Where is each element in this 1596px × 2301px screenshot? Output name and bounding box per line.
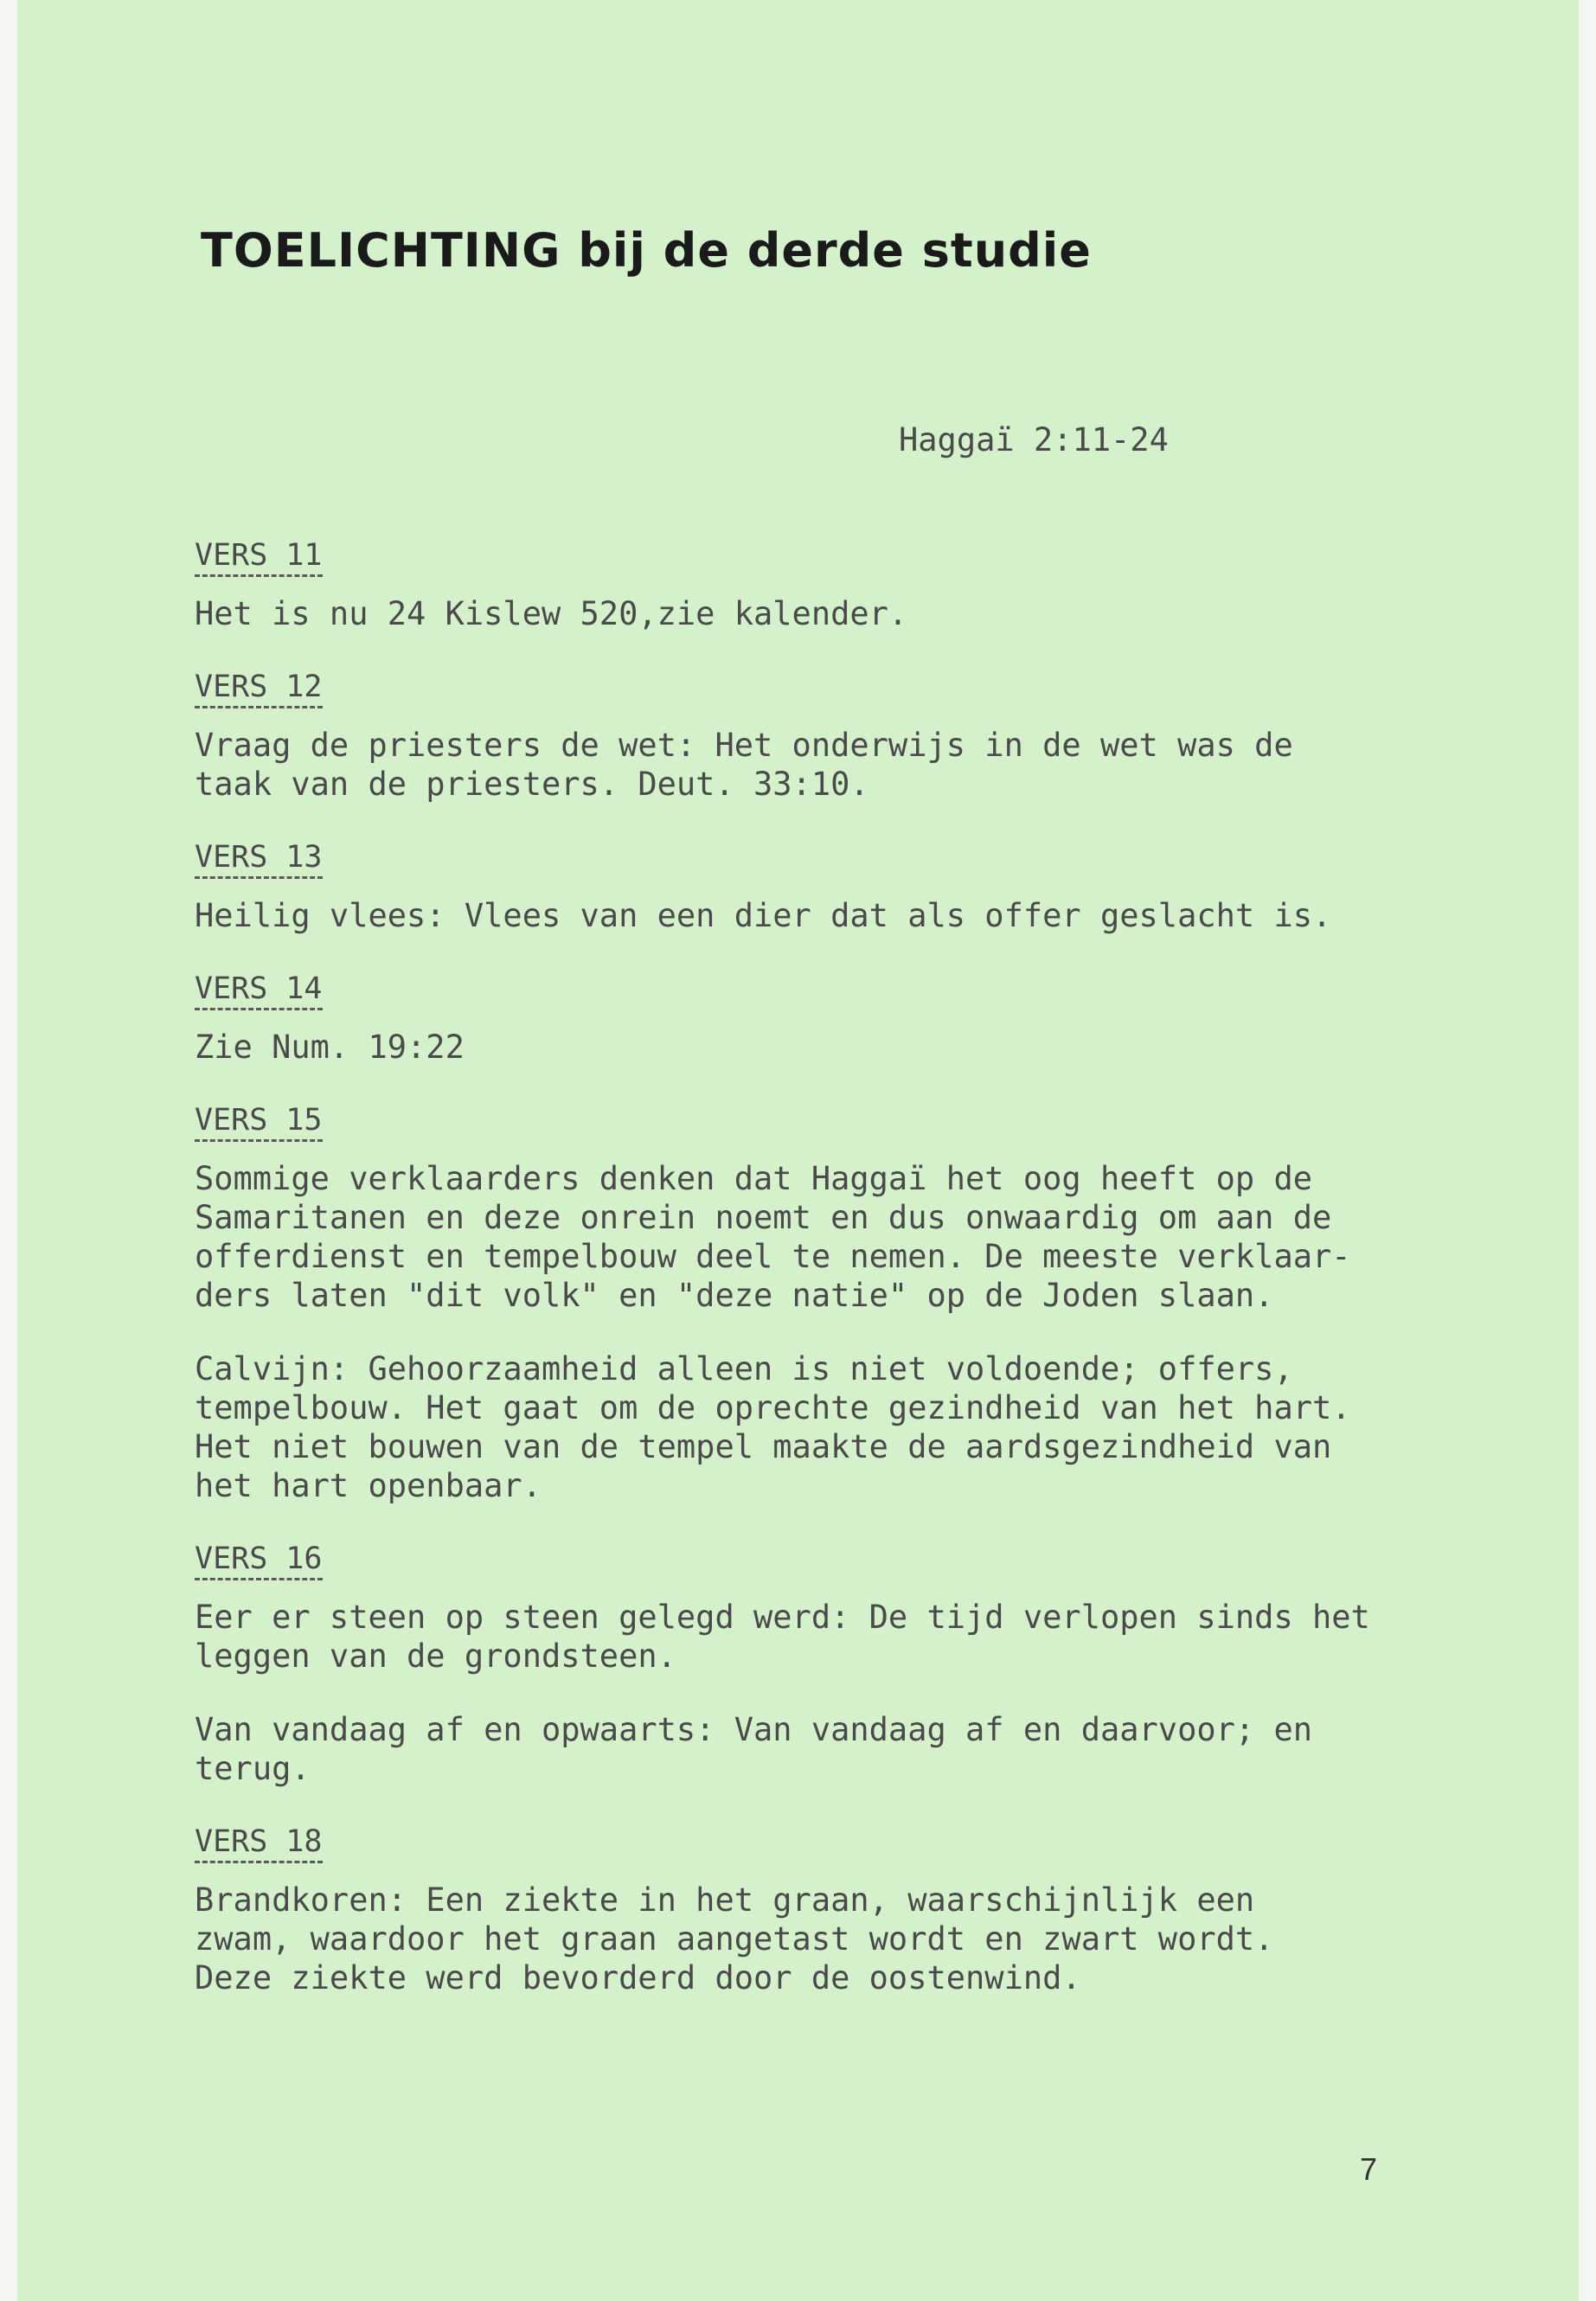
verse-paragraph: Brandkoren: Een ziekte in het graan, waarschijnlijk een zwam, waardoor het graan aangetast wordt en zwart wordt. Deze ziekte werd bevorderd door de oostenwind.	[195, 1881, 1274, 1997]
page-number: 7	[1360, 2151, 1378, 2187]
verse-section	[195, 838, 1509, 935]
verse-heading: VERS 16	[195, 1540, 323, 1580]
verse-paragraph: Zie Num. 19:22	[195, 1029, 465, 1066]
page-title: TOELICHTING bij de derde studie	[201, 223, 1092, 278]
page	[17, 0, 1579, 2301]
verse-heading: VERS 18	[195, 1823, 323, 1863]
verse-paragraph: Vraag de priesters de wet: Het onderwijs in de wet was de taak van de priesters. Deut. 33:10.	[195, 727, 1293, 803]
commentary-content	[195, 536, 1509, 2032]
verse-section	[195, 970, 1509, 1067]
bible-reference: Haggaï 2:11-24	[899, 421, 1169, 458]
verse-section	[195, 1823, 1509, 1997]
verse-heading: VERS 14	[195, 970, 323, 1010]
verse-section	[195, 536, 1509, 633]
verse-paragraph: Van vandaag af en opwaarts: Van vandaag af en daarvoor; en terug.	[195, 1711, 1313, 1787]
verse-paragraph: Heilig vlees: Vlees van een dier dat als offer geslacht is.	[195, 897, 1332, 934]
verse-paragraph: Het is nu 24 Kislew 520,zie kalender.	[195, 595, 908, 632]
verse-section	[195, 1101, 1509, 1505]
verse-heading: VERS 12	[195, 668, 323, 708]
verse-section	[195, 668, 1509, 804]
verse-paragraph: Eer er steen op steen gelegd werd: De tijd verlopen sinds het leggen van de grondsteen.	[195, 1599, 1370, 1675]
verse-heading: VERS 11	[195, 536, 323, 577]
verse-heading: VERS 15	[195, 1101, 323, 1142]
verse-paragraph: Sommige verklaarders denken dat Haggaï het oog heeft op de Samaritanen en deze onrein noemt en dus onwaardig om aan de offerdienst en tempelbouw deel te nemen. De meeste verklaar- ders laten "dit volk" en "deze natie" op de Joden slaan.	[195, 1160, 1351, 1314]
verse-paragraph: Calvijn: Gehoorzaamheid alleen is niet voldoende; offers, tempelbouw. Het gaat om de oprechte gezindheid van het hart. Het niet bouwen van de tempel maakte de aardsgezindheid van het hart openbaar.	[195, 1350, 1351, 1504]
verse-section	[195, 1540, 1509, 1788]
verse-heading: VERS 13	[195, 838, 323, 879]
